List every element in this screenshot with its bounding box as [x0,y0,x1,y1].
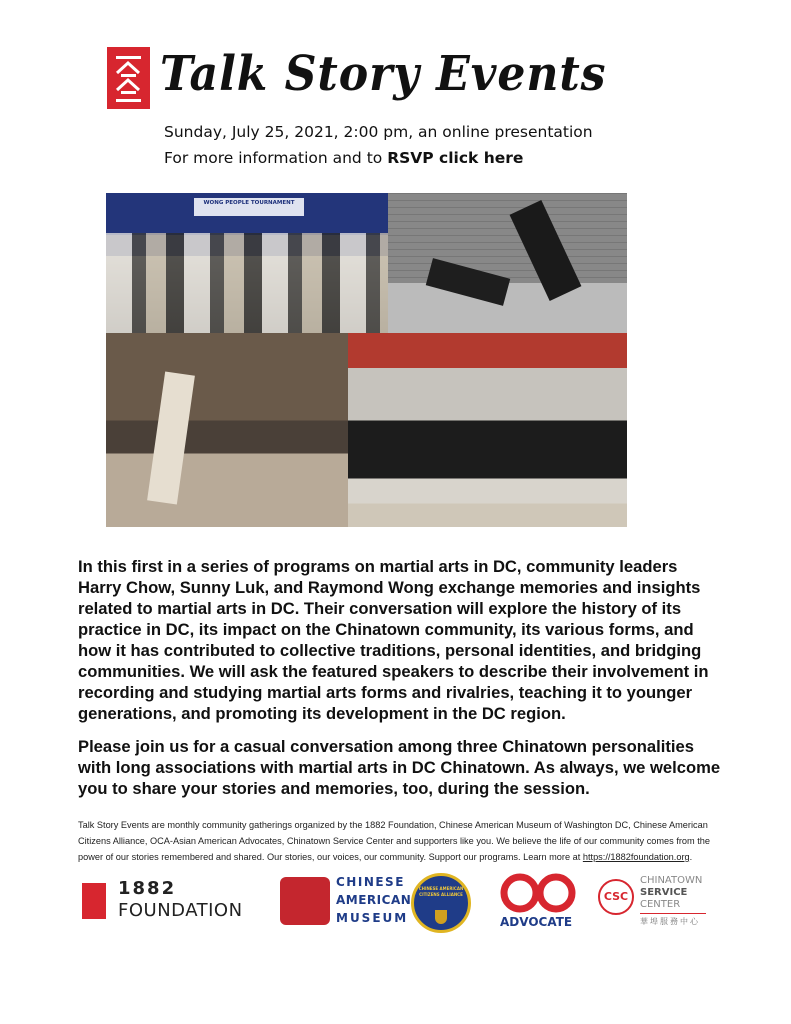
talk-story-logo-icon [107,47,150,109]
footer-text [78,817,723,865]
footer-suffix: . [689,852,693,862]
alliance-shield-icon [435,910,447,924]
invitation-paragraph: Please join us for a casual conversation among three Chinatown personalities with long associations with martial arts in DC Chinatown. As always, we welcome you to share your stories and memories, too, during the session. [78,737,721,798]
footer-body: Talk Story Events are monthly community gatherings organized by the 1882 Foundation, Chinese American Museum of Washington DC, Chinese American Citizens Alliance, OCA-Asian American Advocates, Chinatown Service Center and supporters like you. We believe the life of our community comes from the power of our stories remembered and shared. Our stories, our voices, our community. Support our programs. Learn more at [78,820,711,862]
foundation-word: FOUNDATION [118,900,243,921]
csc-line-3: CENTER [640,899,681,910]
photo-team-group [348,333,627,527]
rsvp-prefix: For more information and to [164,149,388,167]
csc-badge: CSC [598,879,634,915]
foundation-mark-icon [82,883,106,919]
csc-line-2: SERVICE [640,887,688,898]
rsvp-link[interactable]: RSVP click here [387,149,524,167]
tournament-banner: WONG PEOPLE TOURNAMENT [194,198,304,216]
csc-chinese: 華埠服務中心 [640,917,700,926]
logo-citizens-alliance [411,873,471,933]
content-flow [78,556,723,935]
oca-label: ADVOCATE [500,915,573,929]
foundation-number: 1882 [118,878,177,899]
description-paragraph: In this first in a series of programs on martial arts in DC, community leaders Harry Chow, Sunny Luk, and Raymond Wong exchange memories and insights related to martial arts in DC. Their conversation will explore the history of its practice in DC, its impact on the Chinatown community, its various forms, and how it has contributed to collective traditions, personal identities, and bridging communities. We will ask the featured speakers to describe their involvement in recording and studying martial arts forms and rivalries, teaching it to younger generations, and promoting its development in the DC region. [78,557,709,723]
csc-line-1: CHINATOWN [640,875,703,886]
photo-street-demo [106,333,348,527]
photo-group-portrait [106,193,388,333]
photo-kick-bw [388,193,627,333]
oca-mark-icon [500,873,580,913]
logo-oca-advocate [500,873,580,929]
sponsor-logos [0,873,791,935]
museum-line-1: CHINESE [336,875,405,889]
museum-line-2: AMERICAN [336,893,412,907]
rsvp-line [164,148,523,168]
foundation-link[interactable]: https://1882foundation.org [582,852,690,862]
alliance-text: CHINESE AMERICAN CITIZENS ALLIANCE [418,886,464,897]
museum-line-3: MUSEUM [336,911,409,925]
page-title: Talk Story Events [160,46,607,102]
museum-seal-icon [280,877,330,925]
event-date: Sunday, July 25, 2021, 2:00 pm, an online presentation [164,123,593,141]
